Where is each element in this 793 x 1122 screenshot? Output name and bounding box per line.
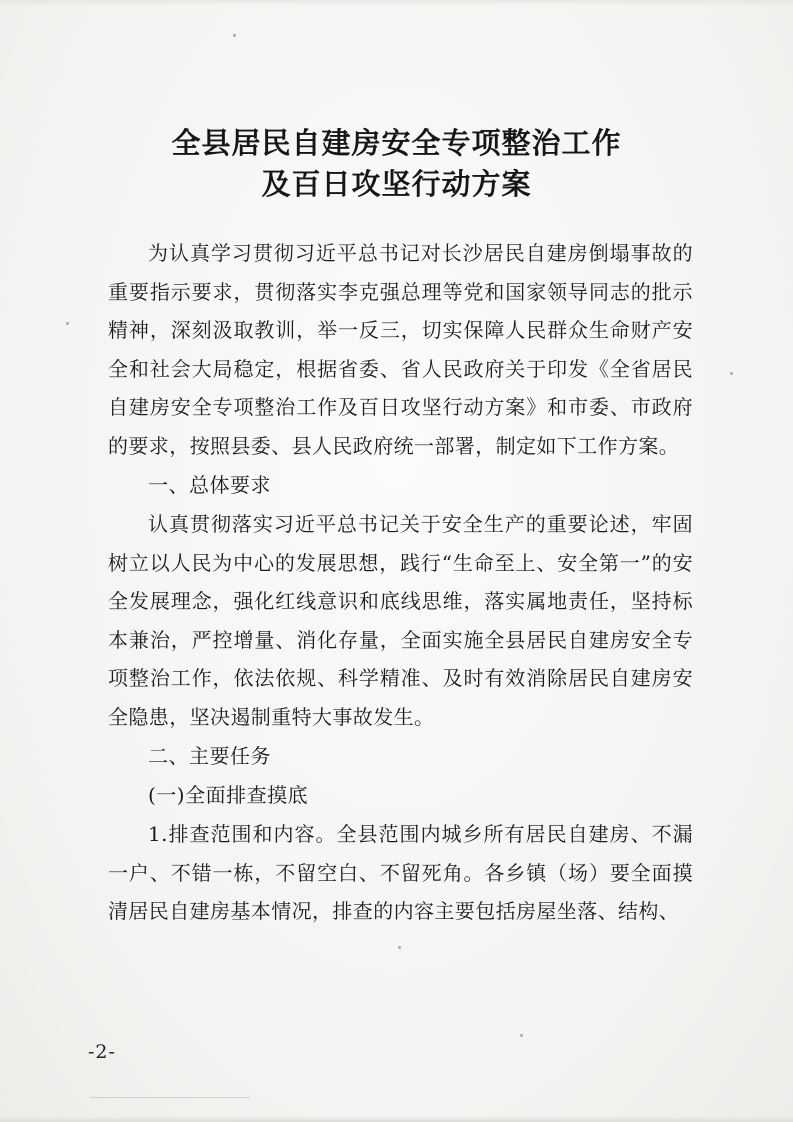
section-1-heading: 一、总体要求 (148, 473, 271, 497)
scan-edge-bottom (0, 1116, 793, 1122)
section-1-paragraph: 认真贯彻落实习近平总书记关于安全生产的重要论述，牢固树立以人民为中心的发展思想，践行“生命至上、安全第一”的安全发展理念，强化红线意识和底线思维，落实属地责任，坚持标本兼治，严控增量、消化存量，全面实施全县居民自建房安全专项整治工作，依法依规、科学精准、及时有效消除居民自建房安全隐患，坚决遏制重特大事故发生。 (108, 512, 693, 729)
intro-paragraph: 为认真学习贯彻习近平总书记对长沙居民自建房倒塌事故的重要指示要求，贯彻落实李克强总理等党和国家领导同志的批示精神，深刻汲取教训，举一反三，切实保障人民群众生命财产安全和社会大局稳定，根据省委、省人民政府关于印发《全省居民自建房安全专项整治工作及百日攻坚行动方案》和市委、市政府的要求，按照县委、县人民政府统一部署，制定如下工作方案。 (108, 241, 693, 458)
scan-speck (233, 34, 236, 37)
section-2-heading: 二、主要任务 (148, 744, 271, 768)
scan-speck (730, 372, 733, 375)
document-title-line-1: 全县居民自建房安全专项整治工作 (171, 126, 622, 160)
document-title-line-2: 及百日攻坚行动方案 (261, 167, 532, 201)
scan-edge-top (0, 0, 793, 6)
subsection-1-heading: (一)全面排查摸底 (148, 783, 309, 807)
item-1-paragraph: 1.排查范围和内容。全县范围内城乡所有居民自建房、不漏一户、不错一栋，不留空白、不留死角。各乡镇（场）要全面摸清居民自建房基本情况，排查的内容主要包括房屋坐落、结构、 (108, 822, 693, 923)
scan-speck (398, 946, 401, 949)
scan-speck (66, 322, 69, 325)
page-number: -2- (88, 1041, 116, 1063)
scan-edge-line (90, 1097, 250, 1098)
scan-speck (520, 1034, 523, 1037)
